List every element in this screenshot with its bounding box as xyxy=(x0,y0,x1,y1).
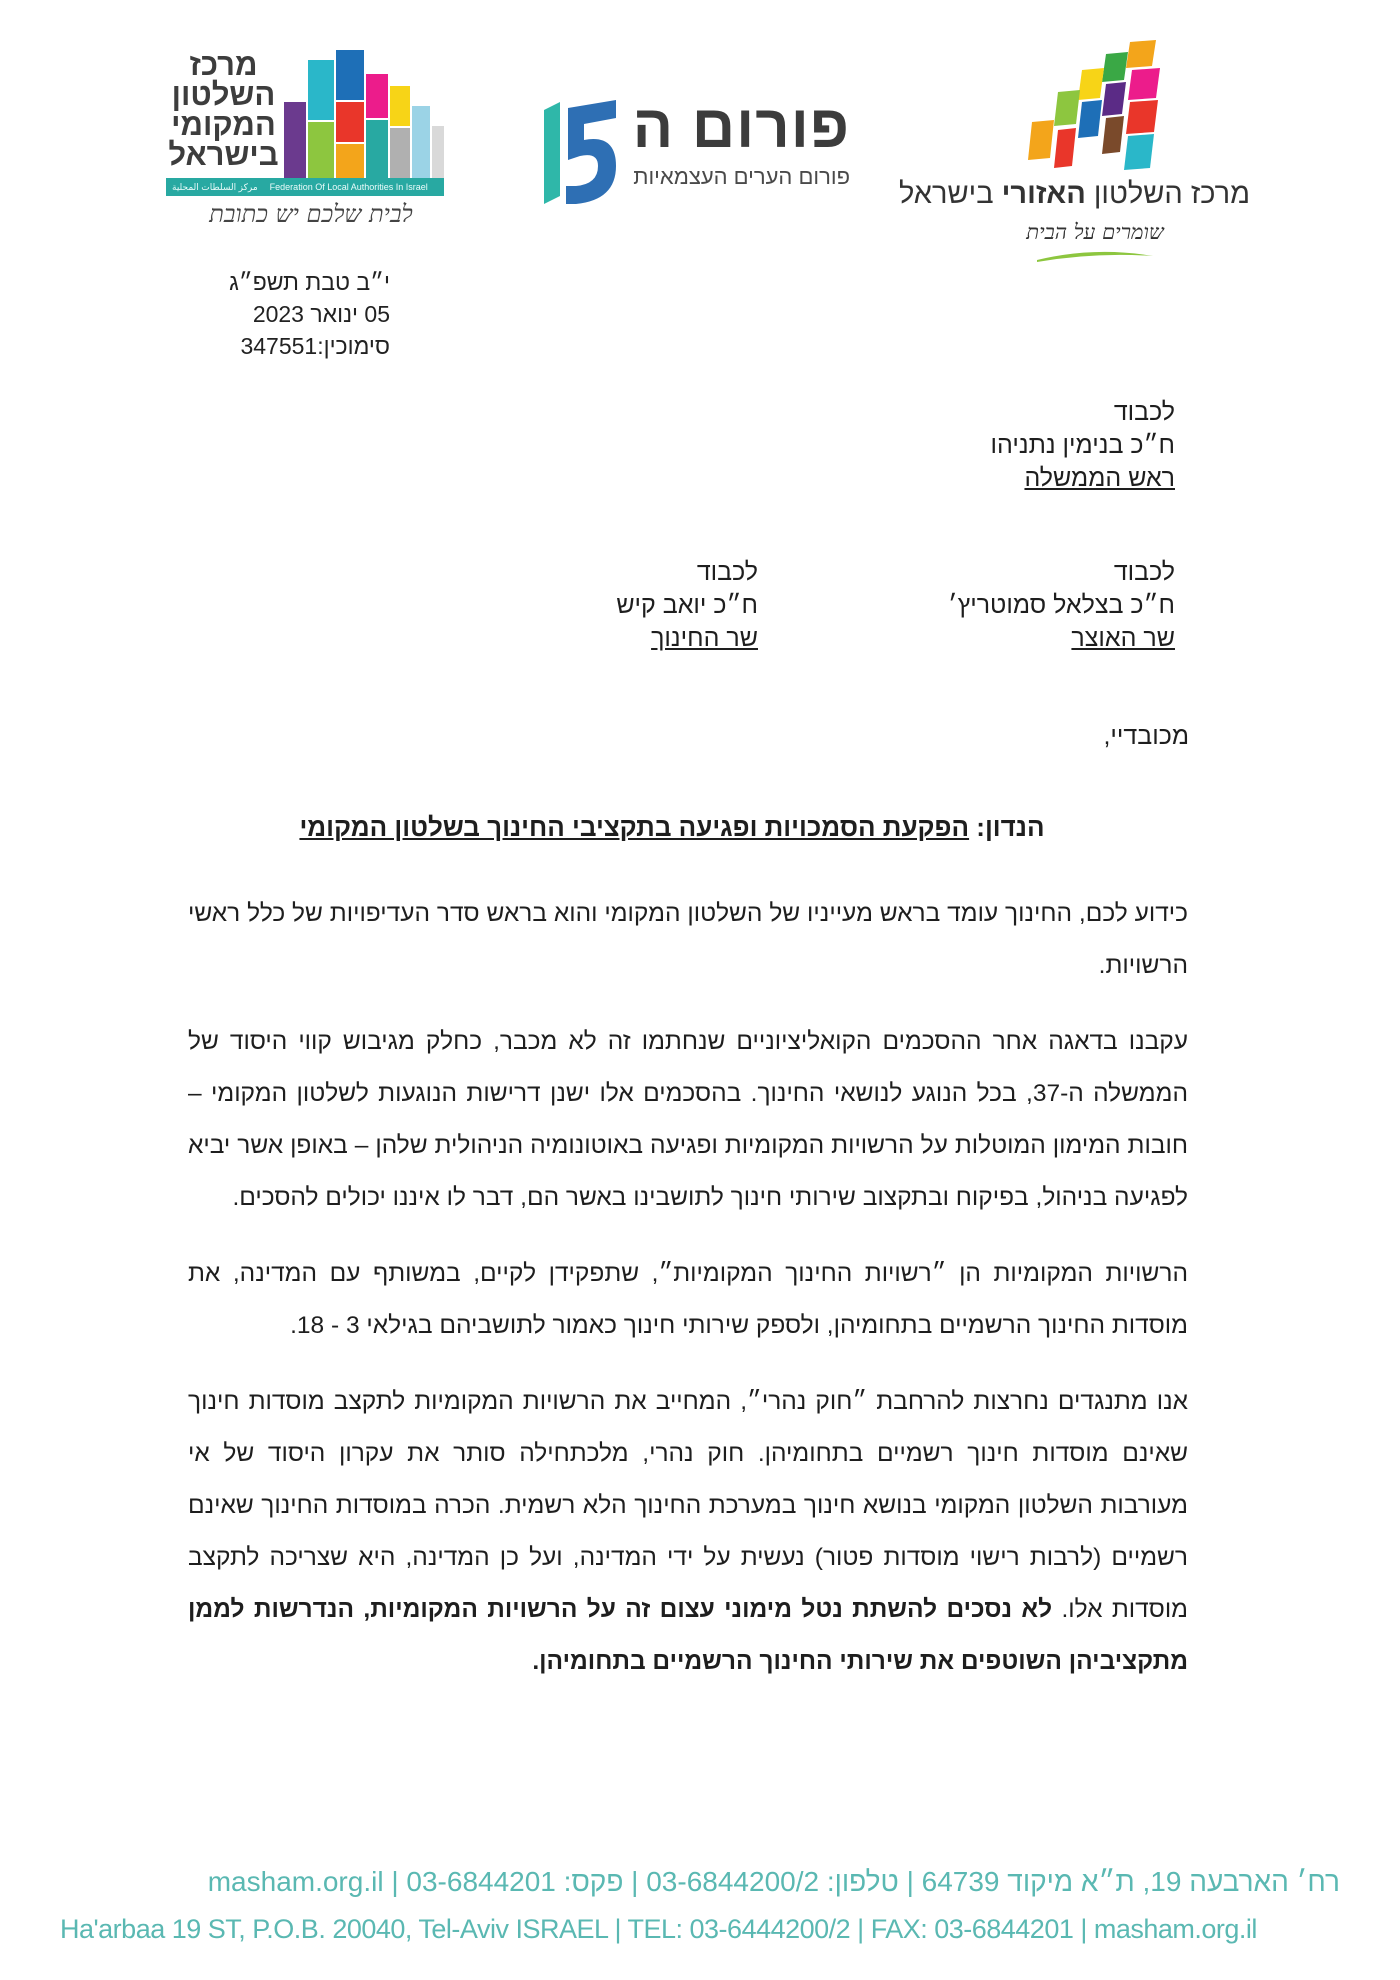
local-authorities-tagline: לבית שלכם יש כתובת xyxy=(209,200,413,228)
regional-council-slogan: שומרים על הבית xyxy=(1026,220,1164,244)
footer-address-hebrew: רח׳ הארבעה 19, ת״א מיקוד 64739 | טלפון: 03-6844200/2 | פקס: 03-6844201 | masham.org.il xyxy=(207,1866,1340,1897)
local-authorities-logo xyxy=(166,47,456,240)
local-authorities-bar: مركز السلطات المحلية Federation Of Local Authorities In Israel xyxy=(166,178,444,196)
gregorian-date: 05 ינואר 2023 xyxy=(252,301,390,327)
letter-body xyxy=(188,888,1188,1712)
addressee-honorific: לכבוד xyxy=(696,558,758,586)
addressee-role: שר החינוך xyxy=(651,624,758,652)
addressee-finance-minister xyxy=(948,556,1175,655)
forum-title: פורום ה xyxy=(632,93,850,160)
addressee-honorific: לכבוד xyxy=(1113,558,1175,586)
subject-label: הנדון: xyxy=(976,812,1045,842)
subject-line xyxy=(190,812,1154,843)
reference-number: 347551 xyxy=(240,333,318,359)
forum-subtitle: פורום הערים העצמאיות xyxy=(633,164,850,189)
regional-council-logo xyxy=(899,40,1250,260)
local-authorities-name: מרכז השלטון המקומי בישראל xyxy=(168,47,279,172)
reference-line: סימוכין:347551 xyxy=(240,333,390,359)
green-swoosh-icon xyxy=(1035,248,1155,264)
building-blocks-logo-icon xyxy=(284,50,444,178)
regional-council-name: מרכז השלטון האזורי בישראל xyxy=(899,178,1250,210)
addressee-education-minister xyxy=(616,556,758,655)
addressee-name: ח״כ יואב קיש xyxy=(616,591,758,619)
salutation: מכובדיי, xyxy=(1103,722,1189,750)
addressee-name: ח״כ בנימין נתניהו xyxy=(990,431,1175,459)
body-paragraph-4-emphasis: לא נסכים להשתת נטל מימוני עצום זה על הרשויות המקומיות, הנדרשות לממן מתקציביהן השוטפים את שירותי החינוך הרשמיים בתחומיהן. xyxy=(188,1596,1188,1675)
forum-15-logo xyxy=(540,92,850,212)
addressee-role: ראש הממשלה xyxy=(1024,464,1175,492)
body-paragraph-4 xyxy=(188,1376,1188,1688)
body-paragraph-1: כידוע לכם, החינוך עומד בראש מעייניו של השלטון המקומי והוא בראש סדר העדיפויות של כלל ראשי הרשויות. xyxy=(188,900,1188,979)
date-block xyxy=(190,266,390,362)
body-paragraph-4-text: אנו מתנגדים נחרצות להרחבת ״חוק נהרי״, המחייב את הרשויות המקומיות לתקצב מוסדות חינוך שאינם מוסדות חינוך רשמיים בתחומיהן. חוק נהרי, מלכתחילה סותר את עקרון היסוד של אי מעורבות השלטון המקומי בנושא חינוך במערכת החינוך הלא רשמית. הכרה במוסדות החינוך שאינם רשמיים (לרבות רישוי מוסדות פטור) נעשית על ידי המדינה, ועל כן המדינה, היא שצריכה לתקצב מוסדות אלו. xyxy=(188,1388,1189,1623)
subject-topic: הפקעת הסמכויות ופגיעה בתקציבי החינוך בשלטון המקומי xyxy=(299,812,970,842)
body-paragraph-3: הרשויות המקומיות הן ״רשויות החינוך המקומיות״, שתפקידן לקיים, במשותף עם המדינה, את מוסדות החינוך הרשמיים בתחומיהן, ולספק שירותי חינוך כאמור לתושביהם בגילאי 3 - 18. xyxy=(188,1260,1188,1339)
colorful-tiles-logo-icon xyxy=(1020,40,1170,175)
body-paragraph-2: עקבנו בדאגה אחר ההסכמים הקואליציוניים שנחתמו זה לא מכבר, כחלק מגיבוש קווי היסוד של הממשלה ה-37, בכל הנוגע לנושאי החינוך. בהסכמים אלו ישנן דרישות הנוגעות לשלטון המקומי – חובות המימון המוטלות על הרשויות המקומיות ופגיעה באוטונומיה הניהולית שלהן – באופן אשר יביא לפגיעה בניהול, בפיקוח ובתקצוב שירותי חינוך לתושבינו באשר הם, דבר לו איננו יכולים להסכים. xyxy=(188,1028,1188,1211)
addressee-honorific: לכבוד xyxy=(1113,398,1175,426)
forum-15-badge-icon xyxy=(540,100,620,204)
hebrew-date: י״ב טבת תשפ״ג xyxy=(229,269,390,295)
footer-address-english: Ha'arbaa 19 ST, P.O.B. 20040, Tel-Aviv ISRAEL | TEL: 03-6444200/2 | FAX: 03-6844201 | masham.org.il xyxy=(60,1914,1257,1944)
reference-label: סימוכין xyxy=(323,333,390,359)
addressee-name: ח״כ בצלאל סמוטריץ׳ xyxy=(947,591,1175,619)
addressee-prime-minister xyxy=(991,396,1175,495)
addressee-role: שר האוצר xyxy=(1071,624,1175,652)
